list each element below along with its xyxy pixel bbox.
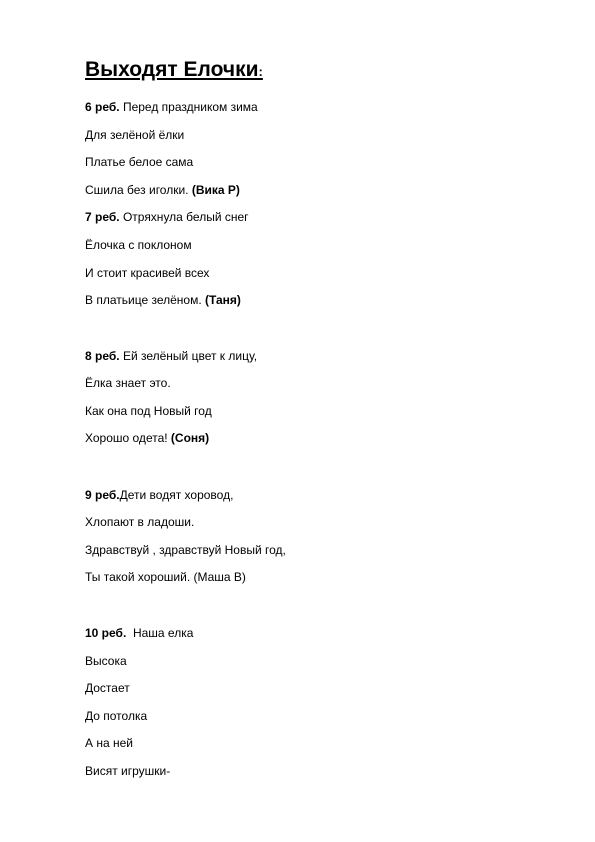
poem-line <box>85 403 212 419</box>
poem-line <box>85 99 258 115</box>
line-text: Ты такой хороший. (Маша В) <box>85 570 246 584</box>
line-text: Ей зелёный цвет к лицу, <box>119 349 258 363</box>
poem-line <box>85 487 233 503</box>
poem-line <box>85 127 184 143</box>
poem-line <box>85 763 170 779</box>
line-text: Висят игрушки- <box>85 764 171 778</box>
poem-line <box>85 514 194 530</box>
line-text: Для зелёной ёлки <box>85 128 185 142</box>
child-number: 10 реб. <box>85 626 127 640</box>
line-text: Хорошо одета! <box>85 431 171 445</box>
poem-line <box>85 735 133 751</box>
line-text: Достает <box>85 681 130 695</box>
child-number: 8 реб. <box>85 349 120 363</box>
line-text: Здравствуй , здравствуй Новый год, <box>85 543 286 557</box>
line-text: Дети водят хоровод, <box>119 488 234 502</box>
document-title <box>85 58 263 82</box>
line-text: Как она под Новый год <box>85 404 212 418</box>
line-text: Сшила без иголки. <box>85 183 192 197</box>
poem-line <box>85 430 209 446</box>
poem-line <box>85 569 246 585</box>
poem-line <box>85 680 130 696</box>
line-text: До потолка <box>85 709 148 723</box>
poem-line <box>85 154 193 170</box>
performer-name: (Вика Р) <box>191 183 240 197</box>
document-title-text: Выходят Елочки <box>85 58 259 81</box>
line-text: Платье белое сама <box>85 155 194 169</box>
poem-line <box>85 653 127 669</box>
poem-line <box>85 375 171 391</box>
line-text: Высока <box>85 654 127 668</box>
line-text: В платьице зелёном. <box>85 293 205 307</box>
poem-line <box>85 708 147 724</box>
line-text: Ёлочка с поклоном <box>85 238 192 252</box>
performer-name: (Таня) <box>204 293 241 307</box>
poem-line <box>85 292 241 308</box>
line-text: Наша елка <box>126 626 194 640</box>
line-text: Хлопают в ладоши. <box>85 515 195 529</box>
line-text: Ёлка знает это. <box>85 376 171 390</box>
document-title-colon: : <box>258 64 263 79</box>
poem-line <box>85 348 257 364</box>
poem-line <box>85 182 240 198</box>
poem-line <box>85 625 193 641</box>
poem-line <box>85 542 286 558</box>
poem-line <box>85 237 192 253</box>
poem-line <box>85 265 209 281</box>
line-text: И стоит красивей всех <box>85 266 210 280</box>
child-number: 6 реб. <box>85 100 120 114</box>
poem-line <box>85 209 249 225</box>
line-text: А на ней <box>85 736 133 750</box>
performer-name: (Соня) <box>170 431 210 445</box>
line-text: Перед праздником зима <box>119 100 258 114</box>
child-number: 9 реб. <box>85 488 120 502</box>
line-text: Отряхнула белый снег <box>119 210 249 224</box>
child-number: 7 реб. <box>85 210 120 224</box>
